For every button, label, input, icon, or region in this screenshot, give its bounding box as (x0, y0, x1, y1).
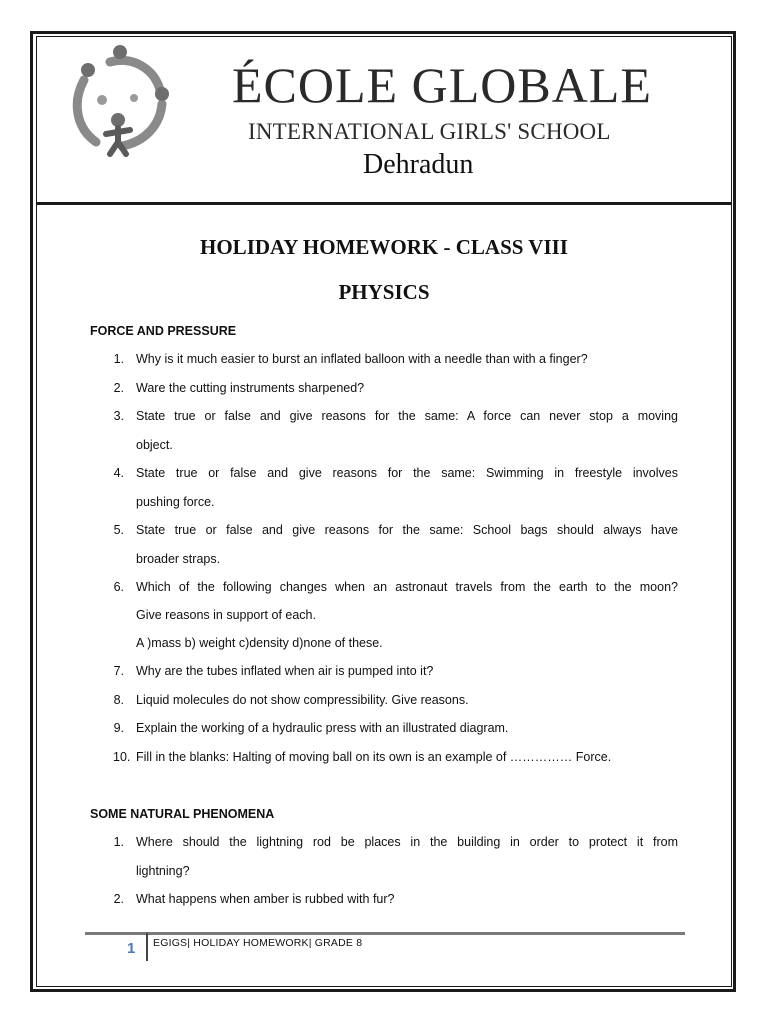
school-name: ÉCOLE GLOBALE (232, 57, 652, 113)
question-number: 1. (113, 352, 124, 366)
question-number: 5. (113, 523, 124, 537)
question-number: 4. (113, 466, 124, 480)
header-divider (36, 202, 732, 205)
question-text-continued: object. (136, 438, 173, 452)
footer-text: EGIGS| HOLIDAY HOMEWORK| GRADE 8 (153, 937, 363, 949)
question-text: What happens when amber is rubbed with fur? (136, 892, 395, 906)
question-number: 10. (113, 750, 131, 764)
school-logo-icon (62, 42, 172, 157)
question-text: Ware the cutting instruments sharpened? (136, 381, 365, 395)
question-text: Why is it much easier to burst an inflated balloon with a needle than with a finger? (136, 352, 588, 366)
question-text: Fill in the blanks: Halting of moving ball on its own is an example of …………… Force. (136, 750, 612, 764)
question-number: 1. (113, 835, 124, 849)
question-text-continued: lightning? (136, 864, 190, 878)
question-text: State true or false and give reasons for the same: School bags should always have (136, 523, 678, 537)
question-options: A )mass b) weight c)density d)none of these. (136, 636, 383, 650)
question-text: Which of the following changes when an astronaut travels from the earth to the moon? (136, 580, 678, 594)
school-subtitle: INTERNATIONAL GIRLS' SCHOOL (248, 119, 611, 144)
question-text: State true or false and give reasons for the same: Swimming in freestyle involves (136, 466, 678, 480)
question-text: State true or false and give reasons for the same: A force can never stop a moving (136, 409, 678, 423)
section-heading: FORCE AND PRESSURE (90, 324, 237, 338)
question-number: 8. (113, 693, 124, 707)
footer-divider (85, 932, 685, 935)
page-number: 1 (127, 940, 136, 957)
footer-separator (146, 933, 148, 961)
question-number: 6. (113, 580, 124, 594)
question-number: 2. (113, 892, 124, 906)
question-number: 7. (113, 664, 124, 678)
question-text: Where should the lightning rod be places in the building in order to protect it from (136, 835, 678, 849)
subject-title: PHYSICS (338, 280, 430, 304)
question-number: 2. (113, 381, 124, 395)
school-city: Dehradun (363, 149, 474, 180)
question-number: 3. (113, 409, 124, 423)
question-text-continued: broader straps. (136, 552, 221, 566)
section-heading: SOME NATURAL PHENOMENA (90, 807, 275, 821)
document-title: HOLIDAY HOMEWORK - CLASS VIII (200, 235, 568, 259)
question-text-continued: Give reasons in support of each. (136, 608, 316, 622)
question-text: Why are the tubes inflated when air is pumped into it? (136, 664, 434, 678)
question-text-continued: pushing force. (136, 495, 215, 509)
question-number: 9. (113, 721, 124, 735)
question-text: Liquid molecules do not show compressibility. Give reasons. (136, 693, 469, 707)
question-text: Explain the working of a hydraulic press with an illustrated diagram. (136, 721, 509, 735)
